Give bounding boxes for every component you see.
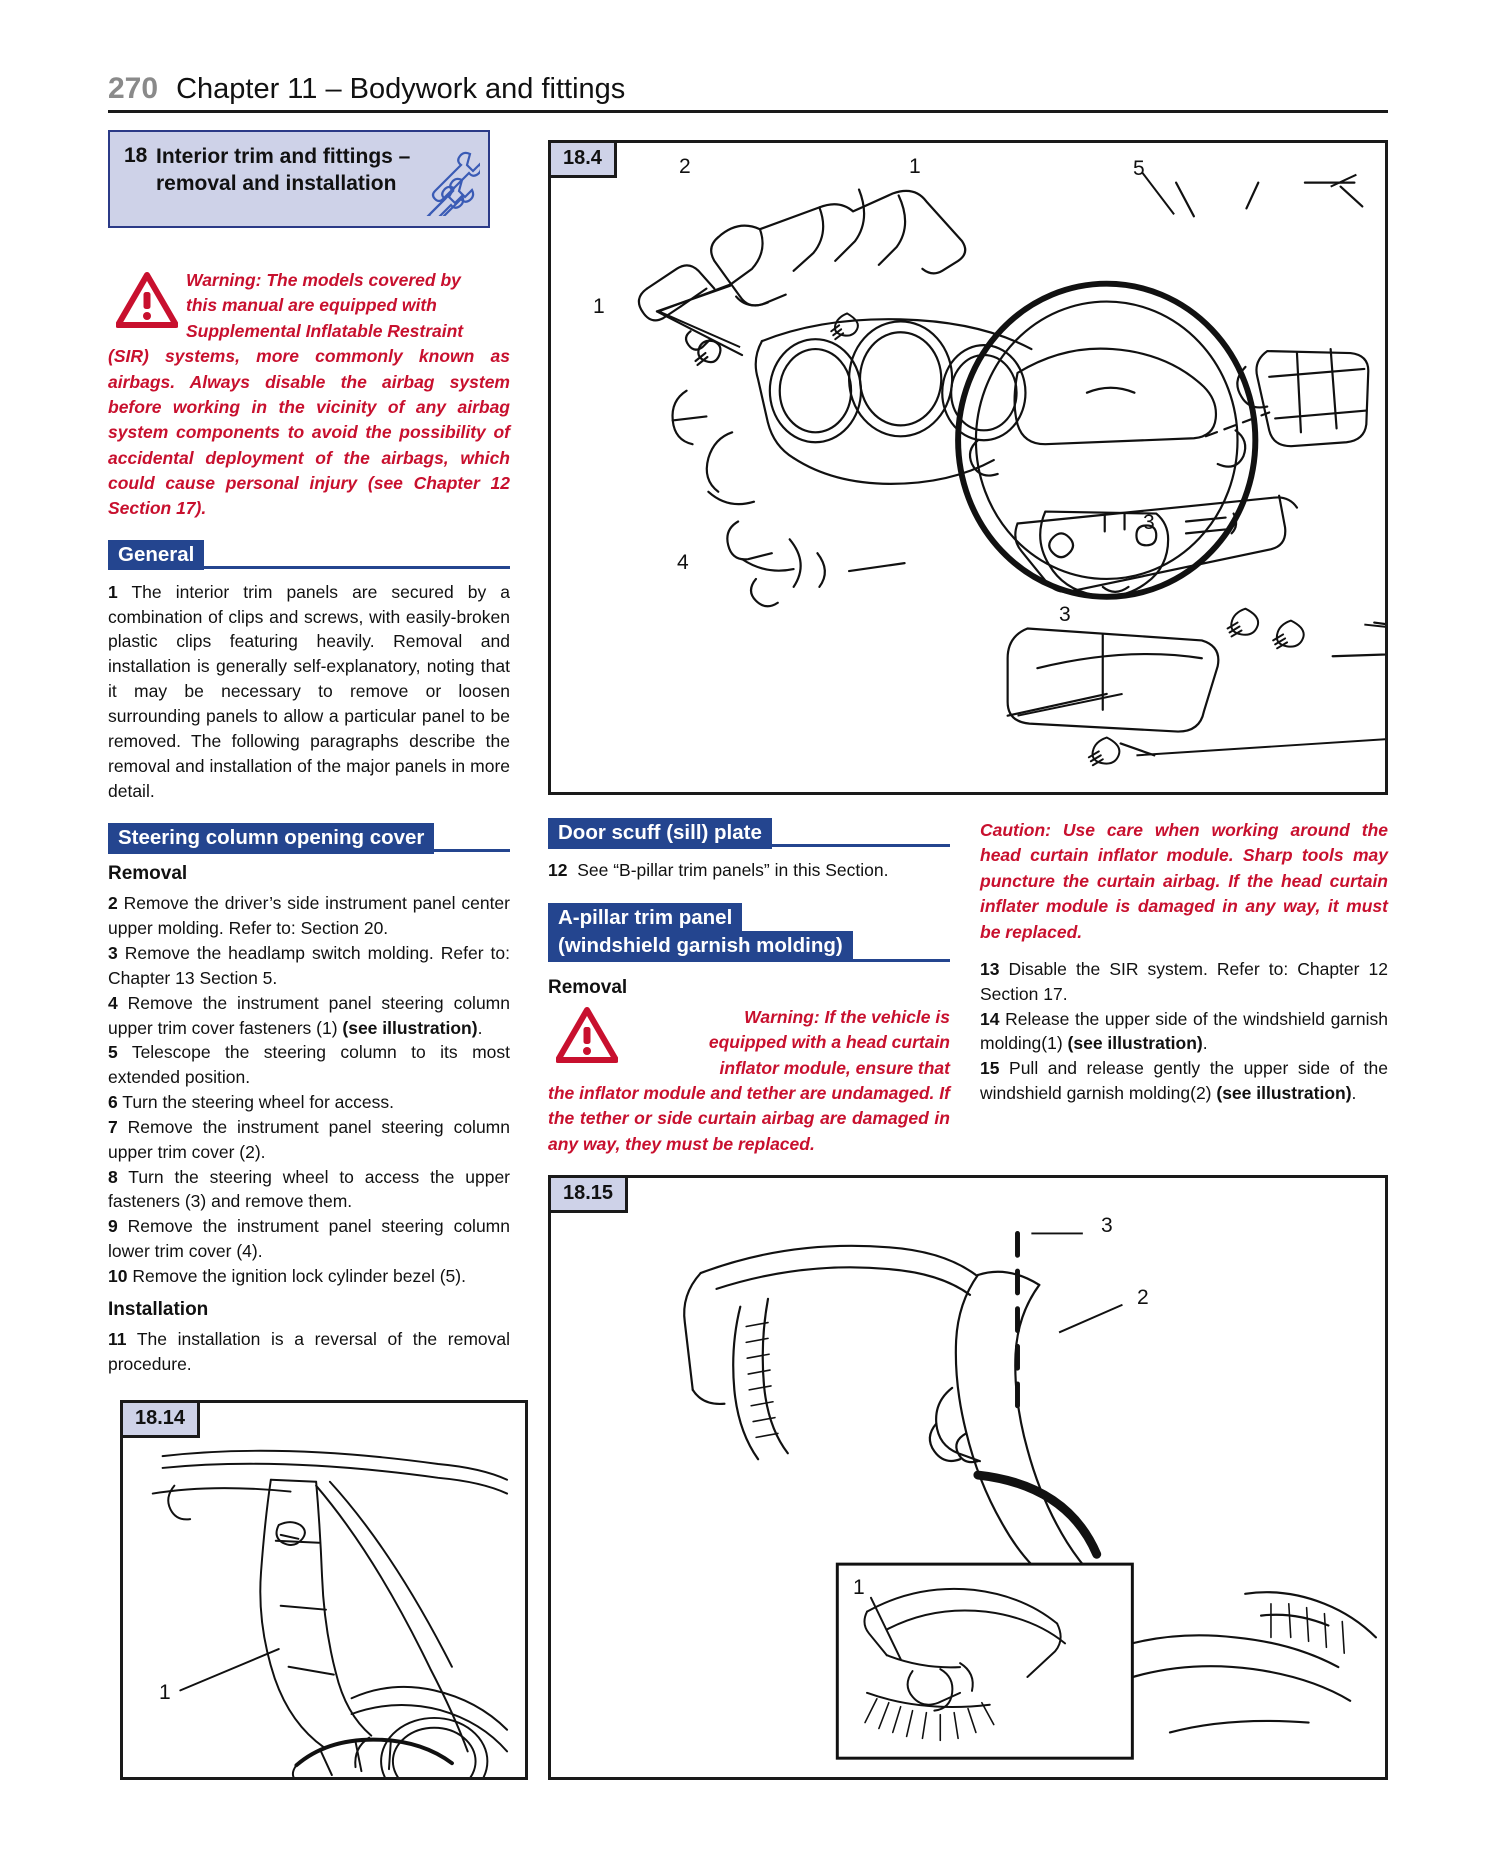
subheading-removal-steering: Removal [108,863,188,885]
step-15-number: 15 [980,1058,1000,1079]
step-7-text: Remove the instrument panel steering column upper trim cover (2). [108,1116,510,1162]
figure-18-4-callout-5: 5 [1133,157,1145,180]
step-4-number: 4 [108,992,118,1013]
sir-warning-line2: this manual are equipped with [186,295,437,316]
figure-18-15-tag: 18.15 [548,1175,628,1213]
sir-warning-block [108,268,510,522]
step-15 [980,1056,1388,1106]
step-13-text: Disable the SIR system. Refer to: Chapter 12 Section 17. [980,958,1388,1004]
figure-18-15 [548,1175,1388,1780]
step-6 [108,1090,510,1115]
figure-18-15-callout-2: 2 [1137,1286,1149,1309]
heading-general-label: General [108,540,204,571]
section-heading: Interior trim and fittings – removal and installation [156,145,411,195]
step-13 [980,957,1388,1007]
step-4-see-illustration: (see illustration) [342,1017,478,1038]
figure-18-14-illustration [123,1403,525,1777]
step-14-text: Release the upper side of the windshield garnish molding(1) [980,1008,1388,1054]
figure-18-4-callout-4: 4 [677,551,689,574]
warning-triangle-icon [116,272,178,328]
heading-steering-column-opening-cover [108,823,510,853]
apillar-warning-line2: equipped with a head curtain [708,1032,950,1053]
step-6-text: Turn the steering wheel for access. [122,1092,394,1113]
warning-triangle-icon [556,1007,618,1063]
right-column [980,818,1388,1106]
apillar-warning-line3: inflator module, ensure that [719,1057,950,1078]
figure-18-4-callout-1-left: 1 [593,295,605,318]
step-1 [108,580,510,804]
step-14-see-illustration: (see illustration) [1067,1033,1203,1054]
section-title-box [108,130,490,228]
figure-18-4-illustration [551,143,1385,792]
spanner-icon [424,146,480,216]
step-12 [548,858,950,883]
sir-warning-body: (SIR) systems, more commonly known as airbags. Always disable the airbag system before working in the vicinity of any airbag system components to avoid the possibility of accidental deployment of the airbags, which could cause personal injury (see Chapter 12 Section 17). [108,346,510,519]
apillar-warning-body: the inflator module and tether are undamaged. If the tether or side curtain airbag are damaged in any way, they must be replaced. [548,1082,950,1154]
step-8-text: Turn the steering wheel to access the upper fasteners (3) and remove them. [108,1166,511,1212]
header-divider [108,110,1388,113]
middle-column [548,818,950,1157]
apillar-warning-block [548,1005,950,1157]
figure-18-14-tag: 18.14 [120,1400,200,1438]
step-14 [980,1007,1388,1057]
figure-18-14-callout-1: 1 [159,1681,171,1704]
step-5-text: Telescope the steering column to its most extended position. [108,1042,510,1088]
step-8 [108,1165,510,1215]
section-number: 18 [124,144,148,167]
apillar-warning-line1: Warning: If the vehicle is [744,1006,950,1027]
step-10-number: 10 [108,1266,128,1286]
step-9-number: 9 [108,1216,118,1237]
step-1-text: The interior trim panels are secured by a combination of clips and screws, with easily-broken plastic clips featuring heavily. Removal and installation is generally self-explanatory, noting that it may be necessary to remove or loosen surrounding panels to allow a particular panel to be removed. The following paragraphs describe the removal and installation of the major panels in more detail. [108,581,511,801]
left-column [108,268,510,1377]
step-13-number: 13 [980,958,1000,979]
heading-steering-column-opening-cover-label: Steering column opening cover [108,823,434,854]
step-1-number: 1 [108,581,118,602]
heading-apillar-trim-line2: (windshield garnish molding) [548,931,853,960]
figure-18-14 [120,1400,528,1780]
step-3 [108,941,510,991]
figure-18-4-callout-3-right: 3 [1143,511,1155,534]
step-15-tail: . [1351,1083,1357,1104]
step-2 [108,891,510,941]
step-10-text: Remove the ignition lock cylinder bezel (5). [132,1266,466,1286]
heading-apillar-trim-panel [548,903,950,963]
step-9-text: Remove the instrument panel steering column lower trim cover (4). [108,1216,510,1262]
subheading-removal-apillar: Removal [548,976,628,998]
figure-18-15-callout-1: 1 [853,1576,865,1599]
step-3-text: Remove the headlamp switch molding. Refer to: Chapter 13 Section 5. [108,943,510,988]
step-11-number: 11 [108,1328,127,1349]
step-2-text: Remove the driver’s side instrument panel center upper molding. Refer to: Section 20. [108,893,510,939]
page-title: Chapter 11 – Bodywork and fittings [176,73,626,105]
figure-18-4-callout-3-bottom: 3 [1059,603,1071,626]
figure-18-15-callout-3: 3 [1101,1214,1113,1237]
step-15-see-illustration: (see illustration) [1216,1083,1352,1104]
page-header [108,72,1388,106]
figure-18-15-illustration [551,1178,1385,1777]
heading-door-scuff-plate-label: Door scuff (sill) plate [548,818,772,849]
sir-warning-line1: Warning: The models covered by [186,270,461,290]
caution-curtain-airbag: Caution: Use care when working around the head curtain inflator module. Sharp tools may puncture the curtain airbag. If the head curtain inflater module is damaged in any way, it must be replaced. [980,820,1388,942]
step-12-text: See “B-pillar trim panels” in this Section. [577,860,889,880]
step-6-number: 6 [108,1092,118,1113]
heading-door-scuff-plate [548,818,950,848]
figure-18-4 [548,140,1388,795]
step-4 [108,991,510,1041]
heading-general [108,540,510,570]
step-7-number: 7 [108,1116,118,1137]
sir-warning-line3: Supplemental Inflatable Restraint [186,320,464,341]
step-8-number: 8 [108,1166,118,1187]
step-14-number: 14 [980,1008,1000,1029]
step-3-number: 3 [108,943,118,964]
page-number: 270 [108,72,159,105]
step-11-text: The installation is a reversal of the removal procedure. [108,1328,511,1374]
step-11 [108,1327,510,1377]
figure-18-4-callout-2: 2 [679,155,691,178]
step-14-tail: . [1202,1033,1208,1054]
figure-18-4-callout-1-top: 1 [909,155,921,178]
step-7 [108,1115,510,1165]
heading-apillar-trim-line1: A-pillar trim panel [548,903,742,932]
step-2-number: 2 [108,893,118,914]
step-4-tail: . [477,1017,483,1038]
step-15-text: Pull and release gently the upper side of the windshield garnish molding(2) [980,1058,1388,1104]
step-5 [108,1040,510,1090]
step-4-text: Remove the instrument panel steering column upper trim cover fasteners (1) [108,992,510,1038]
figure-18-4-tag: 18.4 [548,140,617,178]
subheading-installation-steering: Installation [108,1298,209,1320]
step-9 [108,1214,510,1264]
step-10 [108,1264,510,1289]
step-12-number: 12 [548,860,568,880]
step-5-number: 5 [108,1042,118,1063]
